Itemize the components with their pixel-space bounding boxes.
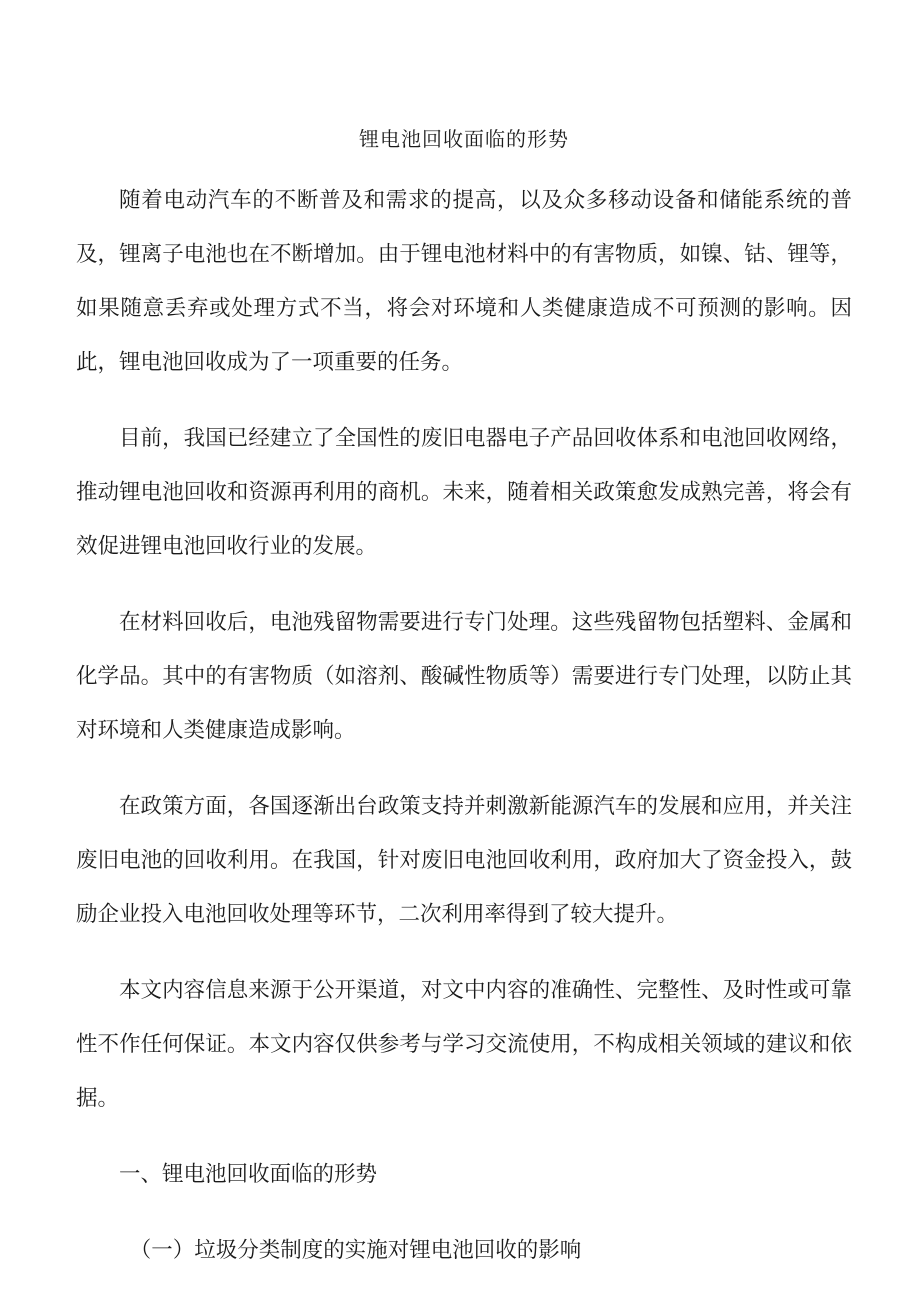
section-heading: 一、锂电池回收面临的形势	[119, 1162, 378, 1187]
paragraph-intro: 随着电动汽车的不断普及和需求的提高，以及众多移动设备和储能系统的普及，锂离子电池也在不断增加。由于锂电池材料中的有害物质，如镍、钴、锂等，如果随意丢弃或处理方式不当，将会对环境和人类健康造成不可预测的影响。因此，锂电池回收成为了一项重要的任务。	[76, 188, 852, 375]
document-body	[76, 118, 852, 1278]
paragraph-residue-treatment: 在材料回收后，电池残留物需要进行专门处理。这些残留物包括塑料、金属和化学品。其中的有害物质（如溶剂、酸碱性物质等）需要进行专门处理，以防止其对环境和人类健康造成影响。	[76, 610, 852, 743]
paragraph-current-status: 目前，我国已经建立了全国性的废旧电器电子产品回收体系和电池回收网络，推动锂电池回收和资源再利用的商机。未来，随着相关政策愈发成熟完善，将会有效促进锂电池回收行业的发展。	[76, 426, 852, 559]
document-title: 锂电池回收面临的形势	[359, 127, 569, 151]
subsection-heading: （一）垃圾分类制度的实施对锂电池回收的影响	[129, 1238, 582, 1263]
paragraph-policy: 在政策方面，各国逐渐出台政策支持并刺激新能源汽车的发展和应用，并关注废旧电池的回收利用。在我国，针对废旧电池回收利用，政府加大了资金投入，鼓励企业投入电池回收处理等环节，二次利用率得到了较大提升。	[76, 794, 852, 927]
paragraph-disclaimer: 本文内容信息来源于公开渠道，对文中内容的准确性、完整性、及时性或可靠性不作任何保证。本文内容仅供参考与学习交流使用，不构成相关领域的建议和依据。	[76, 978, 852, 1111]
